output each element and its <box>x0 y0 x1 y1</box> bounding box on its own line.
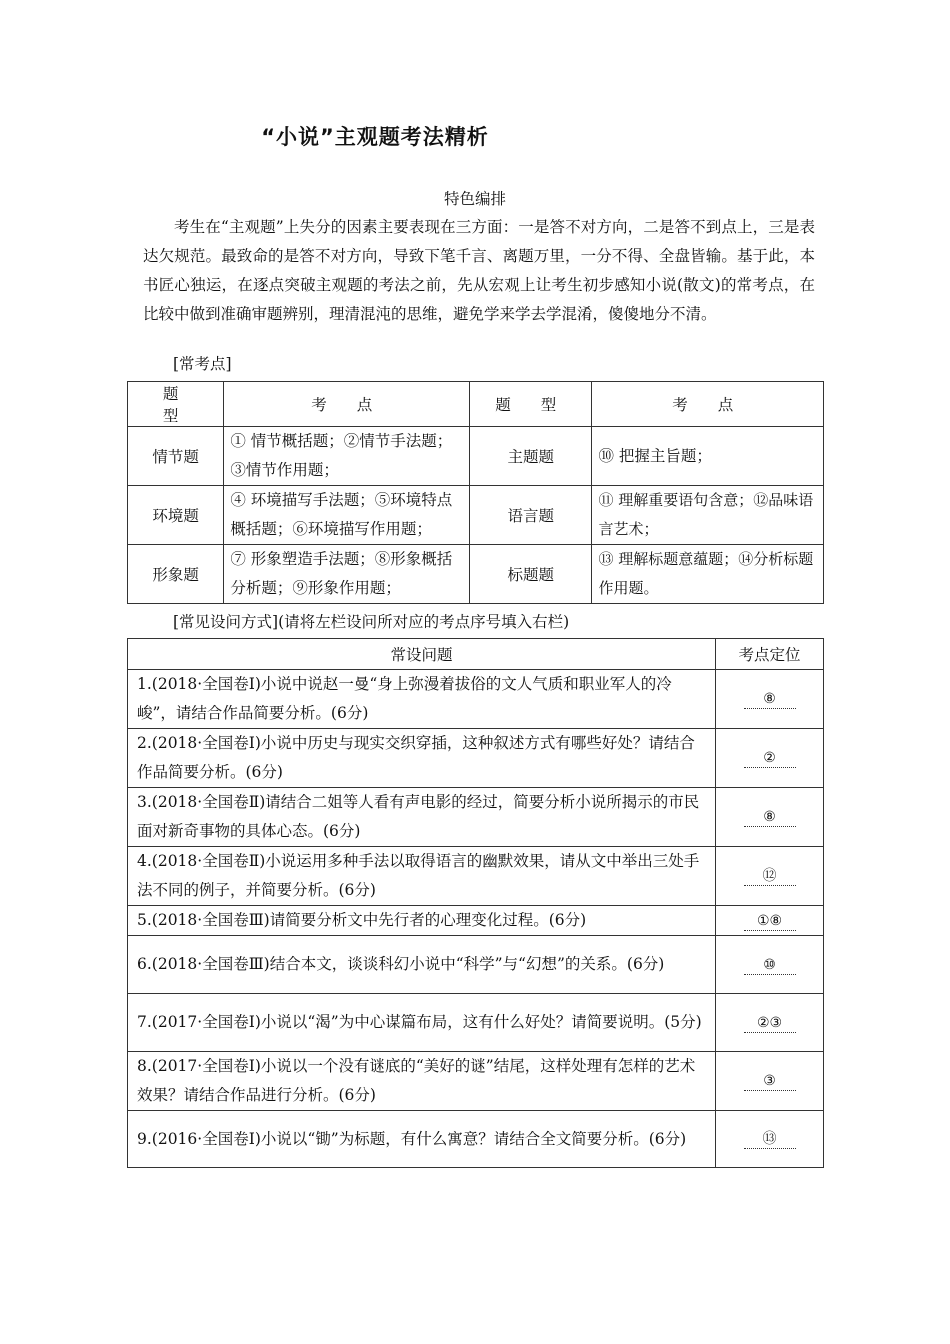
table-row <box>128 427 824 486</box>
page-title: “小说”主观题考法精析 <box>261 125 489 149</box>
question-type: 情节题 <box>128 427 224 486</box>
answer-cell <box>716 936 824 994</box>
question-type: 标题题 <box>470 545 592 604</box>
question-points: ① 情节概括题；②情节手法题；③情节作用题； <box>224 427 470 486</box>
table-row <box>128 670 824 729</box>
table-row <box>128 545 824 604</box>
answer-cell <box>716 729 824 788</box>
table-row <box>128 486 824 545</box>
question-type: 主题题 <box>470 427 592 486</box>
table-header-row <box>128 639 824 670</box>
answer-blank: ②③ <box>744 1015 796 1033</box>
table-row <box>128 729 824 788</box>
answer-blank: ⑩ <box>744 957 796 975</box>
header-answer: 考点定位 <box>716 639 824 670</box>
question-text: 7.(2017·全国卷Ⅰ)小说以“渴”为中心谋篇布局，这有什么好处？请简要说明。(5分) <box>128 994 716 1052</box>
table-row <box>128 906 824 936</box>
question-type: 环境题 <box>128 486 224 545</box>
answer-blank: ③ <box>744 1073 796 1091</box>
question-text: 4.(2018·全国卷Ⅱ)小说运用多种手法以取得语言的幽默效果，请从文中举出三处手法不同的例子，并简要分析。(6分) <box>128 847 716 906</box>
intro-paragraph: 考生在“主观题”上失分的因素主要表现在三方面：一是答不对方向，二是答不到点上，三是表达欠规范。最致命的是答不对方向，导致下笔千言、离题万里，一分不得、全盘皆输。基于此，本书匠心独运，在逐点突破主观题的考法之前，先从宏观上让考生初步感知小说(散文)的常考点，在比较中做到准确审题辨别，理清混沌的思维，避免学来学去学混淆，傻傻地分不清。 <box>143 218 815 323</box>
section-subtitle: 特色编排 <box>443 190 506 208</box>
question-points: ⑩ 把握主旨题； <box>592 427 824 486</box>
answer-blank: ② <box>744 750 796 768</box>
answer-blank: ①⑧ <box>744 913 796 931</box>
question-type: 语言题 <box>470 486 592 545</box>
table-header-row <box>128 382 824 427</box>
question-text: 5.(2018·全国卷Ⅲ)请简要分析文中先行者的心理变化过程。(6分) <box>128 906 716 936</box>
question-points: ⑪ 理解重要语句含意；⑫品味语言艺术； <box>592 486 824 545</box>
question-text: 8.(2017·全国卷Ⅰ)小说以一个没有谜底的“美好的谜”结尾，这样处理有怎样的艺术效果？请结合作品进行分析。(6分) <box>128 1052 716 1111</box>
question-formats-label: [常见设问方式](请将左栏设问所对应的考点序号填入右栏) <box>173 613 570 631</box>
table-row <box>128 1052 824 1111</box>
header-question: 常设问题 <box>128 639 716 670</box>
answer-cell <box>716 670 824 729</box>
question-points: ⑬ 理解标题意蕴题；⑭分析标题作用题。 <box>592 545 824 604</box>
answer-cell <box>716 847 824 906</box>
header-type: 题型 <box>470 382 592 427</box>
question-type: 形象题 <box>128 545 224 604</box>
header-points: 考点 <box>224 382 470 427</box>
question-points: ④ 环境描写手法题；⑤环境特点概括题；⑥环境描写作用题； <box>224 486 470 545</box>
common-points-label: [常考点] <box>173 355 232 373</box>
answer-blank: ⑧ <box>744 809 796 827</box>
question-text: 6.(2018·全国卷Ⅲ)结合本文，谈谈科幻小说中“科学”与“幻想”的关系。(6分) <box>128 936 716 994</box>
question-text: 1.(2018·全国卷Ⅰ)小说中说赵一曼“身上弥漫着拔俗的文人气质和职业军人的冷峻”，请结合作品简要分析。(6分) <box>128 670 716 729</box>
answer-cell <box>716 788 824 847</box>
question-text: 9.(2016·全国卷Ⅰ)小说以“锄”为标题，有什么寓意？请结合全文简要分析。(6分) <box>128 1111 716 1168</box>
answer-cell <box>716 1111 824 1168</box>
answer-cell <box>716 1052 824 1111</box>
table-row <box>128 1111 824 1168</box>
answer-blank: ⑬ <box>744 1131 796 1149</box>
answer-cell <box>716 906 824 936</box>
header-type: 题型 <box>128 382 224 427</box>
question-formats-table <box>127 638 824 1168</box>
table-row <box>128 788 824 847</box>
common-points-table <box>127 381 824 604</box>
answer-blank: ⑫ <box>744 868 796 886</box>
answer-blank: ⑧ <box>744 691 796 709</box>
table-row <box>128 936 824 994</box>
table-row <box>128 847 824 906</box>
question-text: 3.(2018·全国卷Ⅱ)请结合二姐等人看有声电影的经过，简要分析小说所揭示的市民面对新奇事物的具体心态。(6分) <box>128 788 716 847</box>
question-points: ⑦ 形象塑造手法题；⑧形象概括分析题；⑨形象作用题； <box>224 545 470 604</box>
header-points: 考点 <box>592 382 824 427</box>
answer-cell <box>716 994 824 1052</box>
question-text: 2.(2018·全国卷Ⅰ)小说中历史与现实交织穿插，这种叙述方式有哪些好处？请结合作品简要分析。(6分) <box>128 729 716 788</box>
table-row <box>128 994 824 1052</box>
